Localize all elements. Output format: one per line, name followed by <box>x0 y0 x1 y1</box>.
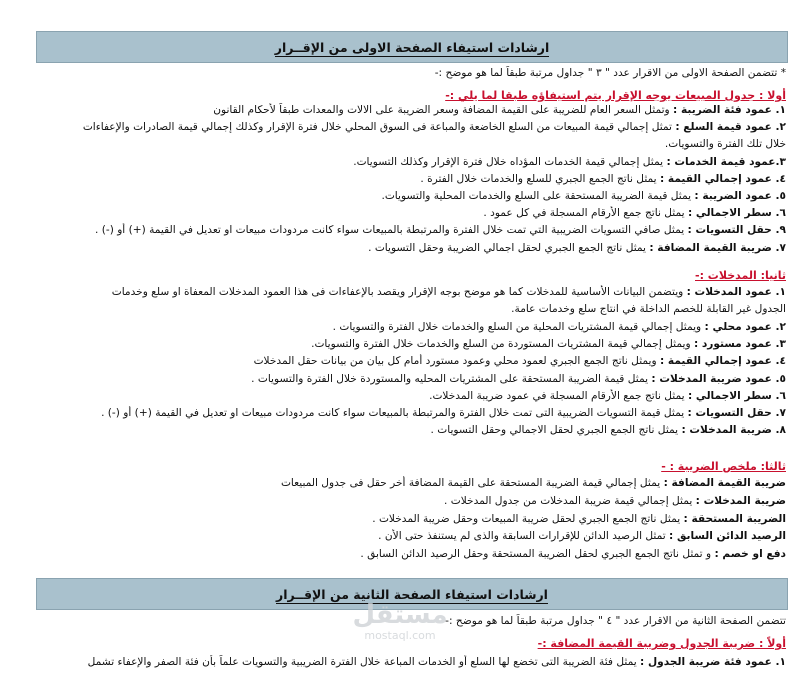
list-item <box>8 389 786 404</box>
list-item <box>8 120 786 135</box>
list-item <box>8 372 786 387</box>
item-text: يمثل ناتج الجمع الجبري للسلع والخدمات خلال الفترة . <box>420 172 660 185</box>
list-item <box>8 103 786 118</box>
list-item <box>8 512 786 527</box>
section-inputs-title: ثانيا: المدخلات :- <box>695 269 786 282</box>
list-item <box>8 189 786 204</box>
item-label: ٦. سطر الاجمالي : <box>687 207 786 220</box>
item-label: ٦. سطر الاجمالي : <box>687 389 786 402</box>
section-table-tax-title: أولاً : ضريبة الجدول وضريبة القيمة المضافة :- <box>537 637 786 650</box>
item-label: ضريبة القيمة المضافة : <box>663 477 786 489</box>
list-item <box>8 354 786 369</box>
list-item <box>8 337 786 352</box>
item-label: ٢. عمود محلي : <box>704 320 786 333</box>
item-text: يمثل قيمة الضريبة المستحقة على المشتريات المحليه والمستوردة خلال الفترة والتسويات . <box>251 372 652 385</box>
item-text: يمثل ناتج الجمع الجبري لحقل ضريبة المبيعات وحقل ضريبة المدخلات . <box>372 512 684 525</box>
intro-page2: تتضمن الصفحة الثانية من الاقرار عدد " ٤ " جداول مرتبة طبقاً لما هو موضح :- <box>445 615 786 627</box>
item-text: و تمثل ناتج الجمع الجبري لحقل الضريبة المستحقة وحقل الرصيد الدائن السابق . <box>360 548 715 561</box>
item-label: ٣. عمود مستورد : <box>693 337 786 350</box>
list-item <box>8 172 786 187</box>
item-label: ١. عمود فئة ضريبة الجدول : <box>640 656 786 668</box>
item-text: ويمثل ناتج الجمع الجبري لعمود محلي وعمود مستورد أمام كل بيان من بيانات حقل المدخلات <box>253 355 660 368</box>
item-label: الرصيد الدائن السابق : <box>669 530 786 543</box>
item-label: ٧. ضريبة القيمة المضافة : <box>649 241 786 254</box>
item-text: يمثل ناتج جمع الأرقام المسجلة في عمود ضريبة المدخلات. <box>429 389 688 402</box>
list-item <box>8 137 786 152</box>
list-item <box>8 155 786 170</box>
item-text: يمثل ناتج الجمع الجبري لحقل الاجمالي وحقل التسويات . <box>430 424 682 437</box>
item-label: ٤. عمود إجمالي القيمة : <box>659 355 786 368</box>
item-label: ضريبة المدخلات : <box>695 494 786 507</box>
item-text: يمثل قيمة الضريبة المستحقة على السلع والخدمات المحلية والتسويات. <box>381 190 695 202</box>
item-text: يمثل قيمة التسويات الضريبية التى تمت خلال الفترة والمرتبطة بالمبيعات سواء كانت مردودات مبيعات او تعديل في القيمة (+) أو (-) . <box>101 407 688 420</box>
item-label: ٥. عمود الضريبة : <box>694 190 786 202</box>
list-item <box>8 494 786 509</box>
item-text: يمثل إجمالي قيمة ضريبة المدخلات من جدول المدخلات . <box>444 494 696 507</box>
list-item <box>8 223 786 238</box>
item-text: يمثل إجمالي قيمة الخدمات المؤداه خلال فترة الإقرار وكذلك التسويات. <box>353 155 667 168</box>
list-item <box>8 302 786 317</box>
item-label: ٧. حقل التسويات : <box>687 407 786 420</box>
watermark-logo: مستقل mostaql.com <box>352 600 448 642</box>
list-item <box>8 547 786 562</box>
item-text: ويمثل إجمالي قيمة المشتريات المحلية من السلع والخدمات خلال الفترة والتسويات . <box>332 320 705 333</box>
item-label: ١. عمود المدخلات : <box>686 286 786 298</box>
item-text: يمثل ناتج جمع الأرقام المسجلة في كل عمود . <box>483 207 688 220</box>
item-text: يمثل صافي التسويات الضريبية التي تمت خلال الفترة والمرتبطة بالمبيعات سواء كانت مردودات مبيعات او تعديل في القيمة (+) أو (-) . <box>95 224 688 237</box>
item-text: وتمثل السعر العام للضريبة على القيمة المضافة وسعر الضريبة على الالات والمعدات طبقاً لأحكام القانون <box>213 104 674 116</box>
intro-page1: * تتضمن الصفحة الاولى من الاقرار عدد " ٣ " جداول مرتبة طبقاً لما هو موضح :- <box>434 67 786 79</box>
item-text: يمثل ناتج الجمع الجبري لحقل اجمالي الضريبة وحقل التسويات . <box>368 241 650 254</box>
item-label: ١. عمود فئة الضريبة : <box>673 104 786 116</box>
item-text: الجدول غير القابلة للخصم الداخلة في انتاج سلع وخدمات عامة. <box>511 303 786 316</box>
list-item <box>8 285 786 300</box>
item-label: ٨. ضريبة المدخلات : <box>681 424 786 437</box>
list-item <box>8 423 786 438</box>
page1-instructions-banner <box>36 31 788 63</box>
item-label: ٩. حقل التسويات : <box>687 224 786 237</box>
item-label: الضريبة المستحقة : <box>683 512 786 525</box>
item-text: ويمثل إجمالي قيمة المشتريات المستوردة من السلع والخدمات خلال الفترة والتسويات. <box>311 337 694 350</box>
list-item <box>8 320 786 335</box>
item-label: ٣.عمود قيمة الخدمات : <box>666 155 786 168</box>
item-text: يمثل فئة الضريبة التى تخضع لها السلع أو الخدمات المباعة خلال الفترة الضريبية والتسويات علماً بأن فئة الصفر والإعفاء تشمل <box>87 656 641 668</box>
section-tax-summary-title: ثالثا: ملخص الضريبة : - <box>661 460 786 473</box>
item-text: خلال تلك الفترة والتسويات. <box>664 138 786 151</box>
item-label: ٢. عمود قيمة السلع : <box>675 121 786 134</box>
section-sales-title: أولا : جدول المبيعات يوجه الإقرار يتم استيفاؤه طبقا لما يلي :- <box>445 89 786 102</box>
item-label: ٥. عمود ضريبة المدخلات : <box>651 372 786 385</box>
item-text: تمثل الرصيد الدائن للإقرارات السابقة والذى لم يستنفذ حتى الأن . <box>378 530 670 543</box>
list-item <box>8 406 786 421</box>
item-text: تمثل إجمالي قيمة المبيعات من السلع الخاضعة والمباعة فى السوق المحلي خلال فترة الإقرار وكذلك إجمالي قيمة الصادرات والإعفاءات <box>82 121 676 134</box>
banner-title: ارشادات استيفاء الصفحة الثانية من الإقــرار <box>276 587 548 602</box>
item-text: ويتضمن البيانات الأساسية للمدخلات كما هو موضح بوجه الإقرار ويقصد بالإعفاءات فى هذا العمود المدخلات المعفاة او سلع وخدمات <box>111 286 687 298</box>
banner-title: ارشادات استيفاء الصفحة الاولى من الإقــرار <box>274 40 550 55</box>
list-item <box>8 529 786 544</box>
list-item <box>8 206 786 221</box>
item-label: ٤. عمود إجمالي القيمة : <box>659 172 786 185</box>
item-text: يمثل إجمالي قيمة الضريبة المستحقة على القيمة المضافة أخر حقل فى جدول المبيعات <box>280 477 664 489</box>
item-label: دفع او خصم : <box>714 548 786 561</box>
list-item <box>8 476 786 491</box>
list-item <box>8 241 786 256</box>
